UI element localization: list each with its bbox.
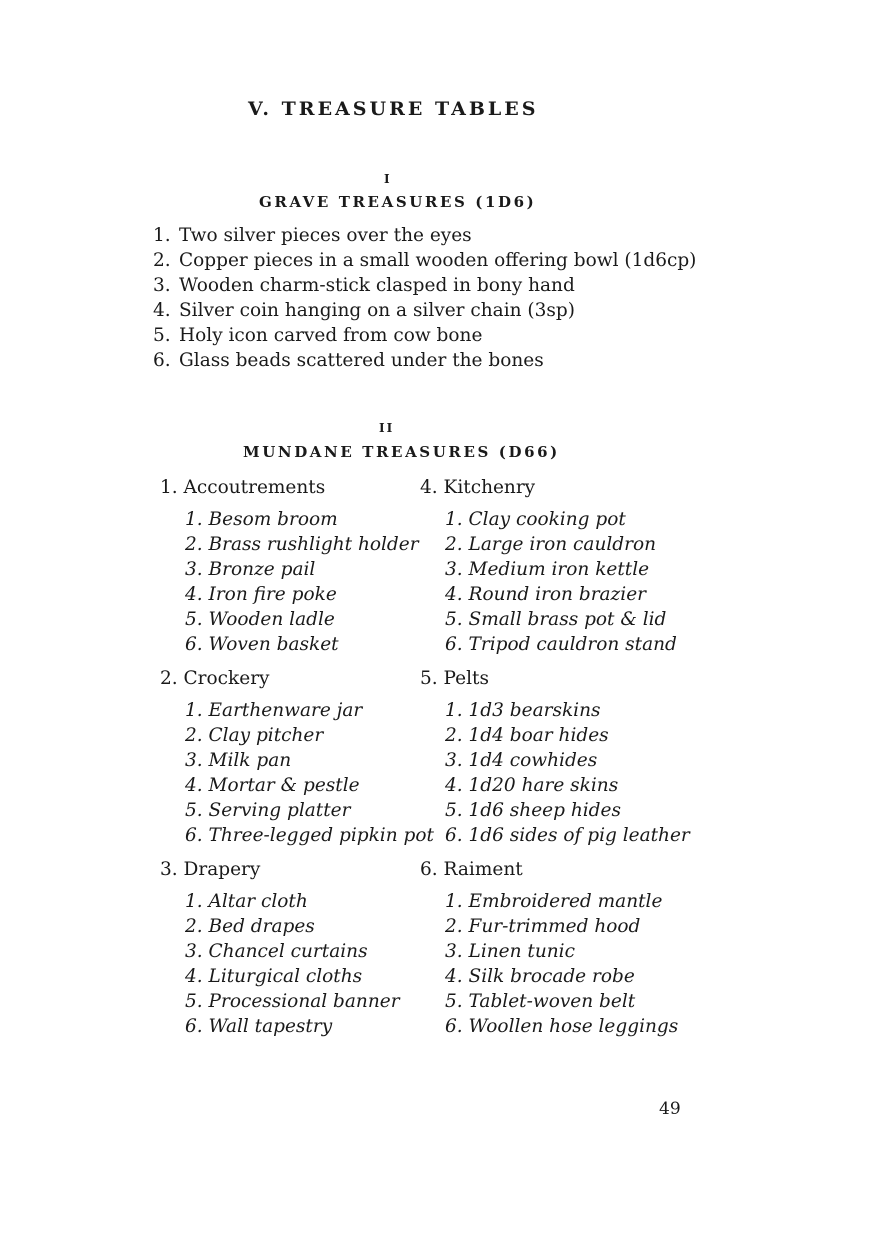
list-item: 4. Round iron brazier xyxy=(445,584,647,605)
category-label: 3. Drapery xyxy=(160,859,261,880)
list-item: 2. Clay pitcher xyxy=(185,725,324,746)
chapter-title: V. TREASURE TABLES xyxy=(248,98,539,120)
mundane-column-right xyxy=(420,475,690,1048)
list-item: 4. 1d20 hare skins xyxy=(445,775,619,796)
list-item: 6. 1d6 sides of pig leather xyxy=(445,825,690,846)
list-item: 3. Bronze pail xyxy=(185,559,316,580)
category-label: 1. Accoutrements xyxy=(160,477,326,498)
list-item: 5. Tablet-woven belt xyxy=(445,991,636,1012)
page-number: 49 xyxy=(659,1099,681,1119)
list-item: 3. Chancel curtains xyxy=(185,941,368,962)
list-item: 5. Wooden ladle xyxy=(185,609,335,630)
list-item: 2. 1d4 boar hides xyxy=(445,725,609,746)
list-item: 3. 1d4 cowhides xyxy=(445,750,598,771)
list-item xyxy=(153,323,696,348)
category-group xyxy=(160,666,434,857)
category-items xyxy=(185,698,434,848)
list-item: 4. Silk brocade robe xyxy=(445,966,635,987)
list-item: 2. Bed drapes xyxy=(185,916,315,937)
section-number-mundane: II xyxy=(379,421,395,435)
category-group xyxy=(420,666,690,857)
item-text: Holy icon carved from cow bone xyxy=(179,325,483,346)
item-text: Copper pieces in a small wooden offering bowl (1d6cp) xyxy=(179,250,697,271)
list-item: 6. Tripod cauldron stand xyxy=(445,634,677,655)
list-item: 1. Embroidered mantle xyxy=(445,891,663,912)
list-item: 3. Milk pan xyxy=(185,750,292,771)
category-label: 6. Raiment xyxy=(420,859,523,880)
category-items xyxy=(185,507,419,657)
item-text: Two silver pieces over the eyes xyxy=(179,225,472,246)
list-item: 4. Iron fire poke xyxy=(185,584,337,605)
item-text: Glass beads scattered under the bones xyxy=(179,350,544,371)
list-item: 5. Processional banner xyxy=(185,991,400,1012)
list-item: 3. Linen tunic xyxy=(445,941,575,962)
list-item: 1. 1d3 bearskins xyxy=(445,700,601,721)
list-item: 5. 1d6 sheep hides xyxy=(445,800,621,821)
category-label: 2. Crockery xyxy=(160,668,270,689)
list-item xyxy=(153,348,696,373)
list-item: 1. Clay cooking pot xyxy=(445,509,626,530)
list-item xyxy=(153,298,696,323)
section-title-mundane: MUNDANE TREASURES (D66) xyxy=(243,443,560,461)
list-item: 4. Mortar & pestle xyxy=(185,775,360,796)
list-item xyxy=(153,273,696,298)
list-item: 1. Altar cloth xyxy=(185,891,308,912)
section-number-grave: I xyxy=(384,172,392,186)
list-item: 2. Brass rushlight holder xyxy=(185,534,419,555)
category-group xyxy=(420,857,679,1048)
category-label: 5. Pelts xyxy=(420,668,489,689)
list-item: 2. Fur-trimmed hood xyxy=(445,916,641,937)
list-item: 6. Three-legged pipkin pot xyxy=(185,825,434,846)
list-item xyxy=(153,248,696,273)
category-group xyxy=(160,857,410,1048)
list-item: 5. Small brass pot & lid xyxy=(445,609,667,630)
category-items xyxy=(445,507,677,657)
category-group xyxy=(160,475,419,666)
list-item: 4. Liturgical cloths xyxy=(185,966,363,987)
list-item: 3. Medium iron kettle xyxy=(445,559,650,580)
category-group xyxy=(420,475,677,666)
mundane-column-left xyxy=(160,475,434,1048)
item-number: 2. xyxy=(153,250,171,271)
item-text: Wooden charm-stick clasped in bony hand xyxy=(179,275,575,296)
category-label: 4. Kitchenry xyxy=(420,477,536,498)
item-number: 1. xyxy=(153,225,171,246)
section-title-grave: GRAVE TREASURES (1D6) xyxy=(259,193,537,211)
list-item: 6. Woven basket xyxy=(185,634,339,655)
list-item: 6. Wall tapestry xyxy=(185,1016,333,1037)
item-number: 3. xyxy=(153,275,171,296)
category-items xyxy=(445,698,690,848)
grave-treasures-list xyxy=(153,223,696,373)
list-item: 2. Large iron cauldron xyxy=(445,534,657,555)
list-item: 1. Besom broom xyxy=(185,509,338,530)
category-items xyxy=(185,889,410,1039)
item-text: Silver coin hanging on a silver chain (3sp) xyxy=(179,300,575,321)
list-item: 1. Earthenware jar xyxy=(185,700,363,721)
item-number: 6. xyxy=(153,350,171,371)
item-number: 5. xyxy=(153,325,171,346)
list-item: 5. Serving platter xyxy=(185,800,351,821)
item-number: 4. xyxy=(153,300,171,321)
list-item xyxy=(153,223,696,248)
list-item: 6. Woollen hose leggings xyxy=(445,1016,679,1037)
category-items xyxy=(445,889,679,1039)
